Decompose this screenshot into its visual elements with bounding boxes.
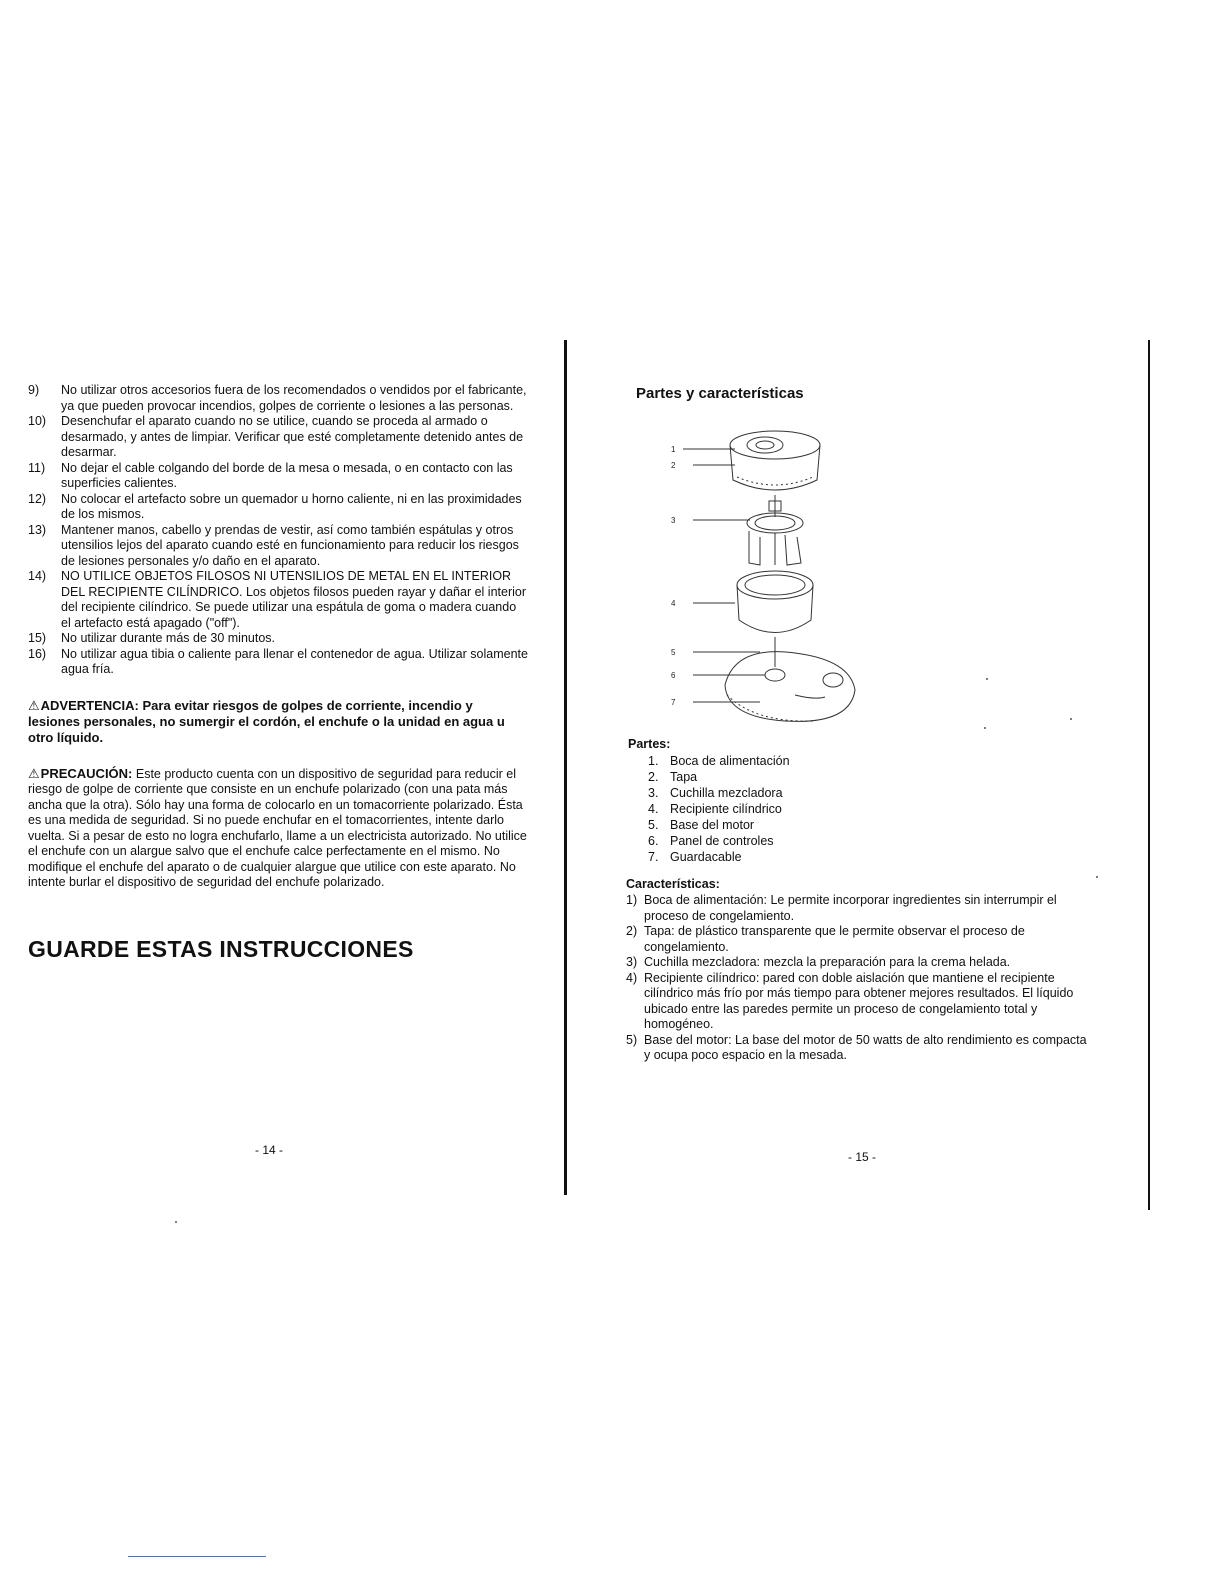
warning-triangle-icon: ⚠ (28, 697, 40, 713)
scan-speck (984, 727, 986, 729)
rule-item: 14) NO UTILICE OBJETOS FILOSOS NI UTENSILIOS DE METAL EN EL INTERIOR DEL RECIPIENTE CILÍNDRICO. Los objetos filosos pueden rayar y dañar el interior del recipiente cilíndrico. Se puede utilizar una espátula de goma o madera cuando el artefacto está apagado ("off"). (28, 569, 527, 630)
warning-block: ⚠ADVERTENCIA: Para evitar riesgos de golpes de corriente, incendio y lesiones personales, no sumergir el cordón, el enchufe o la unidad en agua u otro líquido. (28, 697, 505, 745)
diagram-label-4: 4 (671, 599, 676, 608)
rule-item: 16) No utilizar agua tibia o caliente para llenar el contenedor de agua. Utilizar solamente agua fría. (28, 646, 528, 676)
parts-diagram (665, 405, 865, 730)
rule-item: 9) No utilizar otros accesorios fuera de los recomendados o vendidos por el fabricante, ya que pueden provocar incendios, golpes de corriente o lesiones a las personas. (28, 383, 527, 413)
diagram-label-2: 2 (671, 461, 676, 470)
rule-item: 13) Mantener manos, cabello y prendas de vestir, así como también espátulas y otros utensilios lejos del aparato cuando esté en funcionamiento para reducir los riesgos de lesiones personales y/o daño en el aparato. (28, 522, 519, 568)
diagram-label-3: 3 (671, 516, 676, 525)
rule-item: 15) No utilizar durante más de 30 minutos. (28, 631, 275, 645)
lid-drawing (730, 431, 820, 490)
blade-drawing (747, 495, 803, 565)
page-number-right: - 15 - (848, 1150, 877, 1164)
part-item: 3. Cuchilla mezcladora (648, 786, 783, 800)
features-title: Características: (626, 877, 720, 891)
part-item: 7. Guardacable (648, 850, 742, 864)
parts-title: Partes: (628, 737, 671, 751)
part-item: 2. Tapa (648, 770, 698, 784)
rule-item: 11) No dejar el cable colgando del borde de la mesa o mesada, o en contacto con las superficies calientes. (28, 460, 513, 490)
caution-block: ⚠PRECAUCIÓN: Este producto cuenta con un dispositivo de seguridad para reducir el riesgo de golpe de corriente que consiste en un enchufe polarizado (con una pata más ancha que la otra). Sólo hay una forma de colocarlo en un tomacorriente polarizado. Ésta es una medida de seguridad. Si no puede enchufar en el tomacorrientes, intente darlo vuelta. Si a pesar de esto no logra enchufarlo, llame a un electricista autorizado. No utilice el enchufe con un alargue salvo que el enchufe calce perfectamente en el mismo. No modifique el enchufe del aparato o de cualquier alargue que utilice con este aparato. No intente burlar el dispositivo de seguridad del enchufe polarizado. (28, 765, 527, 889)
save-instructions-heading: GUARDE ESTAS INSTRUCCIONES (28, 936, 414, 962)
scan-speck (1070, 718, 1072, 720)
part-item: 6. Panel de controles (648, 834, 774, 848)
feature-item: 1) Boca de alimentación: Le permite incorporar ingredientes sin interrumpir el proceso de congelamiento. (626, 893, 1057, 923)
rule-item: 10) Desenchufar el aparato cuando no se utilice, cuando se proceda al armado o desarmado, y antes de limpiar. Verificar que esté completamente detenido antes de desarmar. (28, 414, 524, 459)
feature-item: 5) Base del motor: La base del motor de 50 watts de alto rendimiento es compacta y ocupa poco espacio en la mesada. (626, 1032, 1087, 1062)
part-item: 1. Boca de alimentación (648, 754, 790, 768)
scan-speck (175, 1221, 177, 1223)
diagram-label-1: 1 (671, 445, 676, 454)
parts-list (648, 753, 790, 865)
bowl-drawing (737, 571, 813, 667)
diagram-label-5: 5 (671, 648, 676, 657)
page-fold-left (564, 340, 567, 1195)
scan-speck (1096, 876, 1098, 878)
motor-base-drawing (725, 652, 855, 722)
part-item: 4. Recipiente cilíndrico (648, 802, 782, 816)
feature-item: 4) Recipiente cilíndrico: pared con doble aislación que mantiene el recipiente cilíndrico más frío por más tiempo para obtener mejores resultados. El líquido ubicado entre las paredes permite un proceso de congelamiento total y homogéneo. (626, 970, 1074, 1031)
scan-speck (986, 678, 988, 680)
feature-item: 2) Tapa: de plástico transparente que le permite observar el proceso de congelamiento. (626, 924, 1025, 954)
page-number-left: - 14 - (255, 1143, 284, 1157)
section-title: Partes y características (636, 385, 804, 402)
left-page (28, 383, 528, 891)
feature-item: 3) Cuchilla mezcladora: mezcla la preparación para la crema helada. (626, 955, 1011, 969)
features-list (626, 893, 1096, 1064)
safety-rules-list (28, 383, 528, 678)
rule-item: 12) No colocar el artefacto sobre un quemador u horno caliente, ni en las proximidades de los mismos. (28, 491, 522, 521)
link-underline (128, 1556, 266, 1557)
caution-triangle-icon: ⚠ (28, 765, 40, 781)
part-item: 5. Base del motor (648, 818, 755, 832)
diagram-label-7: 7 (671, 698, 676, 707)
page-edge-right (1148, 340, 1150, 1210)
diagram-label-6: 6 (671, 671, 676, 680)
